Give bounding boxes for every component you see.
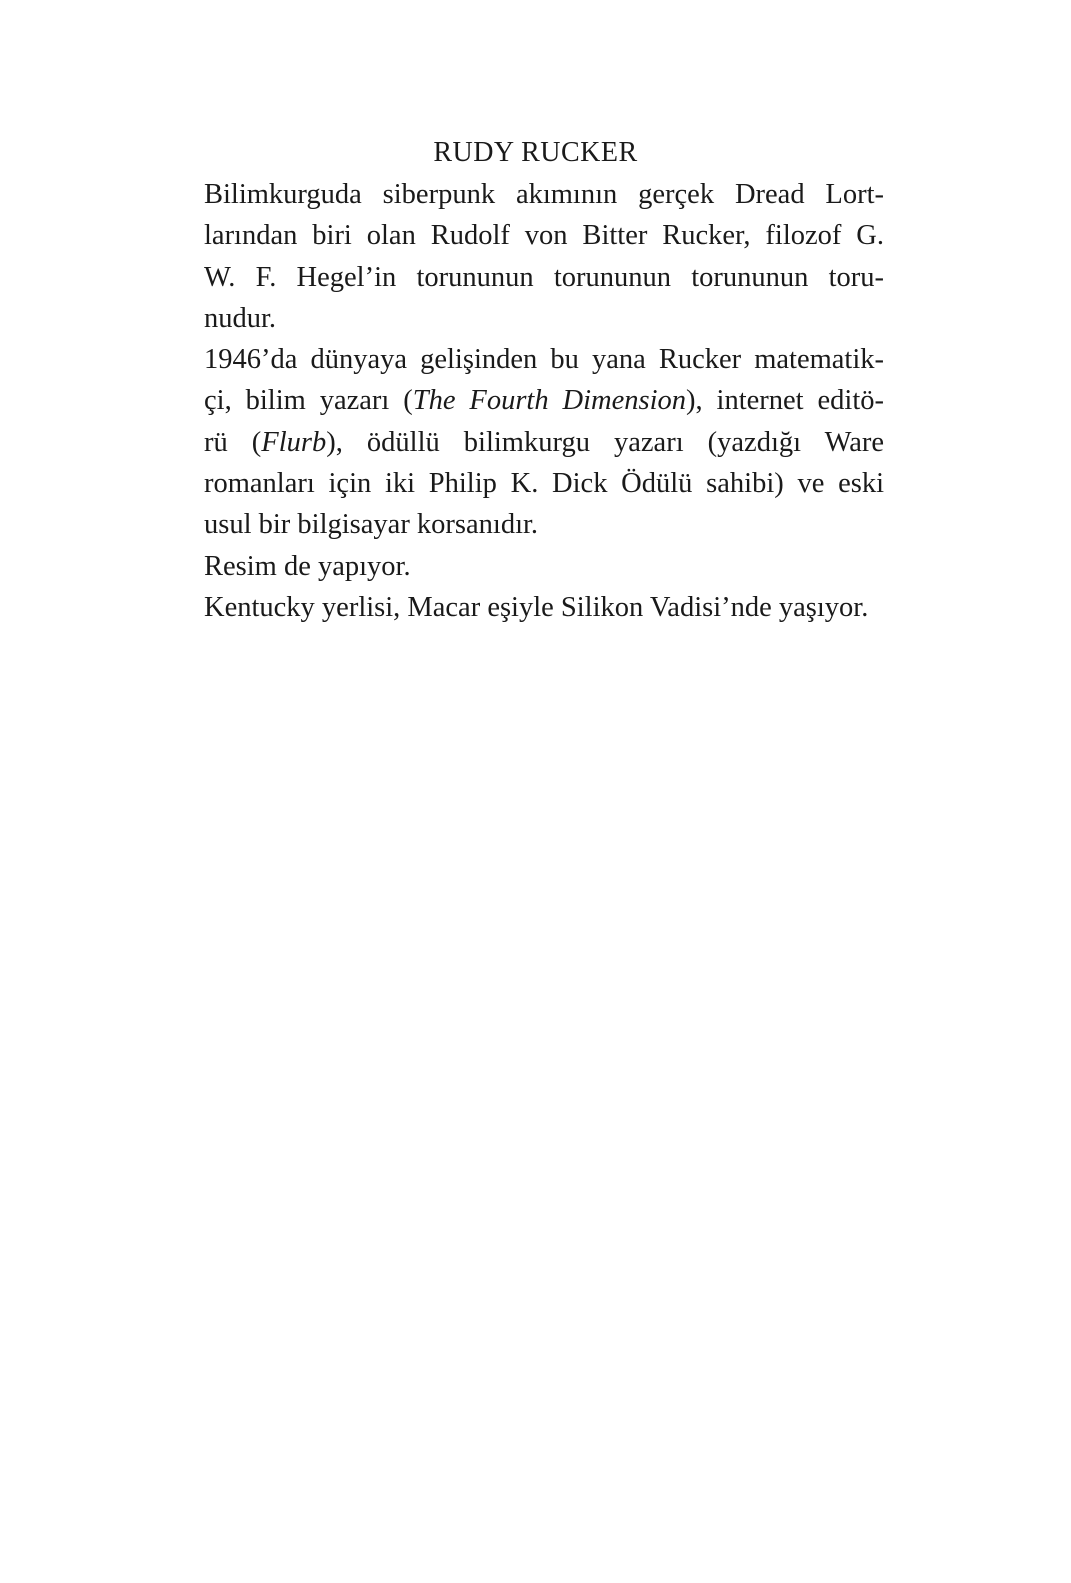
text-run: ), ödüllü bilimkurgu yazarı (yazdığı Ware: [326, 426, 884, 458]
bio-line: Bilimkurguda siberpunk akımının gerçek Dread Lort-: [204, 179, 884, 210]
author-name-heading: RUDY RUCKER: [433, 137, 638, 168]
bio-line: romanları için iki Philip K. Dick Ödülü sahibi) ve eski: [204, 468, 884, 500]
bio-line: W. F. Hegel’in torununun torununun torununun toru-: [204, 261, 884, 293]
bio-line: larından biri olan Rudolf von Bitter Rucker, filozof G.: [204, 220, 884, 252]
bio-line: 1946’da dünyaya gelişinden bu yana Rucker matematik-: [204, 344, 884, 376]
bio-line: Kentucky yerlisi, Macar eşiyle Silikon Vadisi’nde yaşıyor.: [204, 591, 869, 623]
text-run: ), internet editö-: [686, 385, 884, 417]
bio-line: Resim de yapıyor.: [204, 550, 411, 582]
bio-line-with-title: [204, 422, 884, 463]
bio-line-with-title: [204, 380, 884, 421]
text-run: rü (: [204, 426, 262, 458]
bio-line: usul bir bilgisayar korsanıdır.: [204, 509, 539, 541]
book-title: The Fourth Dimension: [412, 385, 687, 417]
text-run: çi, bilim yazarı (: [204, 385, 413, 417]
website-title: Flurb: [261, 426, 327, 458]
author-biography: [204, 174, 884, 628]
bio-line: nudur.: [204, 302, 277, 334]
